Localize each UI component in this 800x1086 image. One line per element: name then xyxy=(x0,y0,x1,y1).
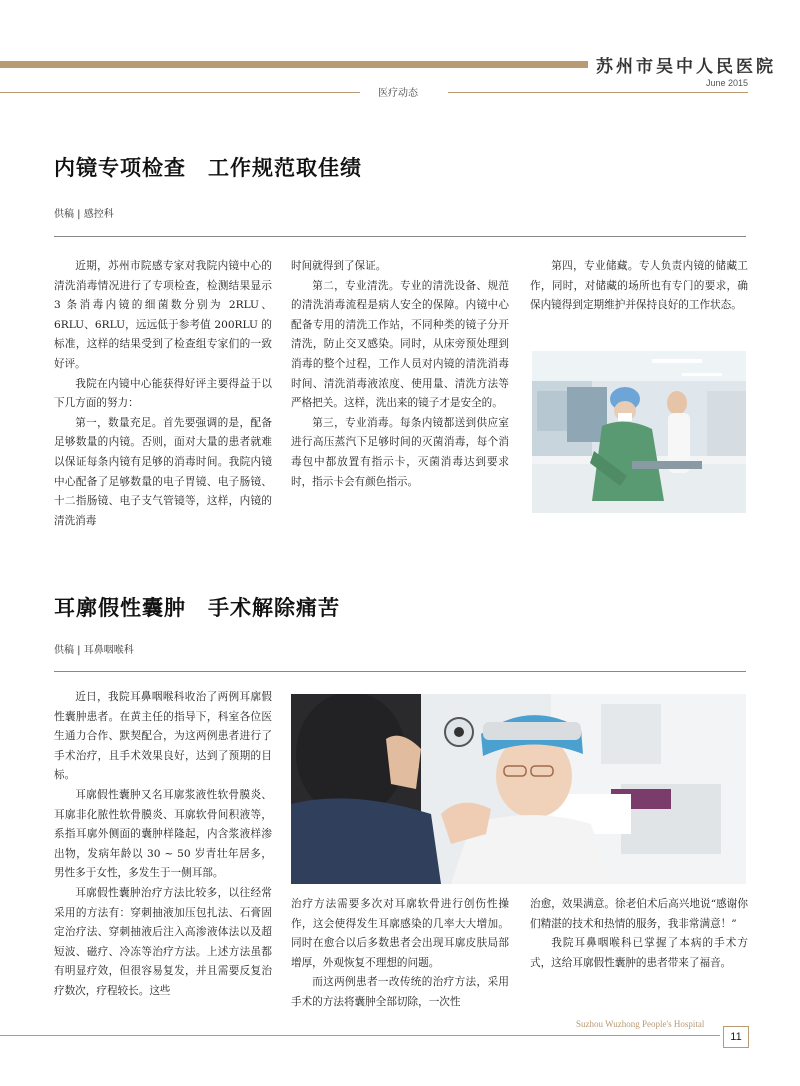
paragraph: 我院耳鼻咽喉科已掌握了本病的手术方式，这给耳廓假性囊肿的患者带来了福音。 xyxy=(530,937,748,969)
article1-divider xyxy=(54,236,746,237)
article1-title: 内镜专项检查 工作规范取佳绩 xyxy=(54,156,362,180)
paragraph: 耳廓假性囊肿又名耳廓浆液性软骨膜炎、耳廓非化脓性软骨膜炎、耳廓软骨间积液等，系指耳廓外侧面的囊肿样隆起，内含浆液样渗出物，发病年龄以 30 ~ 50 岁青壮年居多，男性多于女性，多发生于一侧耳部。 xyxy=(54,788,272,880)
paragraph: 第二，专业清洗。专业的清洗设备、规范的清洗消毒流程是病人安全的保障。内镜中心配备专用的清洗工作站，不同种类的镜子分开清洗，防止交叉感染。同时，从床旁预处理到消毒的整个过程，工作人员对内镜的清洗消毒时间、清洗消毒液浓度、使用量、清洗方法等严格把关。这样，洗出来的镜子才是安全的。 xyxy=(291,279,509,410)
section-line-right xyxy=(448,92,748,93)
ent-examination-photo xyxy=(291,694,746,884)
article1-column-2 xyxy=(291,257,509,492)
paragraph: 第四，专业储藏。专人负责内镜的储藏工作，同时，对储藏的场所也有专门的要求，确保内镜得到定期维护并保持良好的工作状态。 xyxy=(530,260,748,312)
article2-byline: 供稿 | 耳鼻咽喉科 xyxy=(54,645,134,656)
paragraph-continued: 时间就得到了保证。 xyxy=(291,260,387,272)
footer-line xyxy=(0,1035,720,1036)
issue-date: June 2015 xyxy=(706,78,749,88)
paragraph-continued: 治愈，效果满意。徐老伯术后高兴地说“感谢你们精湛的技术和热情的服务，我非常满意！” xyxy=(530,898,748,930)
paragraph-continued: 治疗方法需要多次对耳廓软骨进行创伤性操作，这会使得发生耳廓感染的几率大大增加。同时在愈合以后多数患者会出现耳廓皮肤局部增厚，外观恢复不理想的问题。 xyxy=(291,898,509,969)
article2-column-2 xyxy=(291,895,509,1013)
article1-column-1 xyxy=(54,257,272,531)
section-line-left xyxy=(0,92,360,93)
section-label: 医疗动态 xyxy=(378,88,418,99)
paragraph: 第一，数量充足。首先要强调的是，配备足够数量的内镜。否则，面对大量的患者就难以保证每条内镜有足够的消毒时间。我院内镜中心配备了足够数量的电子胃镜、电子肠镜、十二指肠镜、电子支气管镜等，这样，内镜的清洗消毒 xyxy=(54,416,272,527)
article2-title: 耳廓假性囊肿 手术解除痛苦 xyxy=(54,596,340,620)
paragraph: 第三，专业消毒。每条内镜都送到供应室进行高压蒸汽下足够时间的灭菌消毒，每个消毒包中都放置有指示卡，灭菌消毒达到要求时，指示卡会有颜色指示。 xyxy=(291,416,509,488)
paragraph: 我院在内镜中心能获得好评主要得益于以下几方面的努力： xyxy=(54,377,272,410)
article1-column-3 xyxy=(530,257,748,316)
endoscopy-room-photo xyxy=(532,351,746,513)
article1-byline: 供稿 | 感控科 xyxy=(54,209,114,220)
footer-hospital-name: Suzhou Wuzhong People's Hospital xyxy=(576,1019,705,1029)
article2-divider xyxy=(54,671,746,672)
page-number: 11 xyxy=(723,1026,749,1048)
paragraph: 而这两例患者一改传统的治疗方法，采用手术的方法将囊肿全部切除，一次性 xyxy=(291,976,509,1008)
header-accent-bar xyxy=(0,61,588,68)
article2-column-1 xyxy=(54,688,272,1002)
paragraph: 近期，苏州市院感专家对我院内镜中心的清洗消毒情况进行了专项检查，检测结果显示 3 条消毒内镜的细菌数分别为 2RLU、6RLU、6RLU，远远低于参考值 200RLU 的标准，这样的结果受到了检查组专家们的一致好评。 xyxy=(54,260,272,370)
paragraph: 近日，我院耳鼻咽喉科收治了两例耳廓假性囊肿患者。在黄主任的指导下，科室各位医生通力合作、默契配合，为这两例患者进行了手术治疗，且手术效果良好，达到了预期的目标。 xyxy=(54,691,272,782)
paragraph: 耳廓假性囊肿治疗方法比较多，以往经常采用的方法有：穿刺抽液加压包扎法、石膏固定治疗法、穿刺抽液后注入高渗液体法以及超短波、磁疗、冷冻等治疗方法。上述方法虽都有明显疗效，但很容易复发，并且需要反复治疗数次，疗程较长。这些 xyxy=(54,886,272,997)
article2-column-3 xyxy=(530,895,748,973)
hospital-name: 苏州市吴中人民医院 xyxy=(596,57,776,77)
